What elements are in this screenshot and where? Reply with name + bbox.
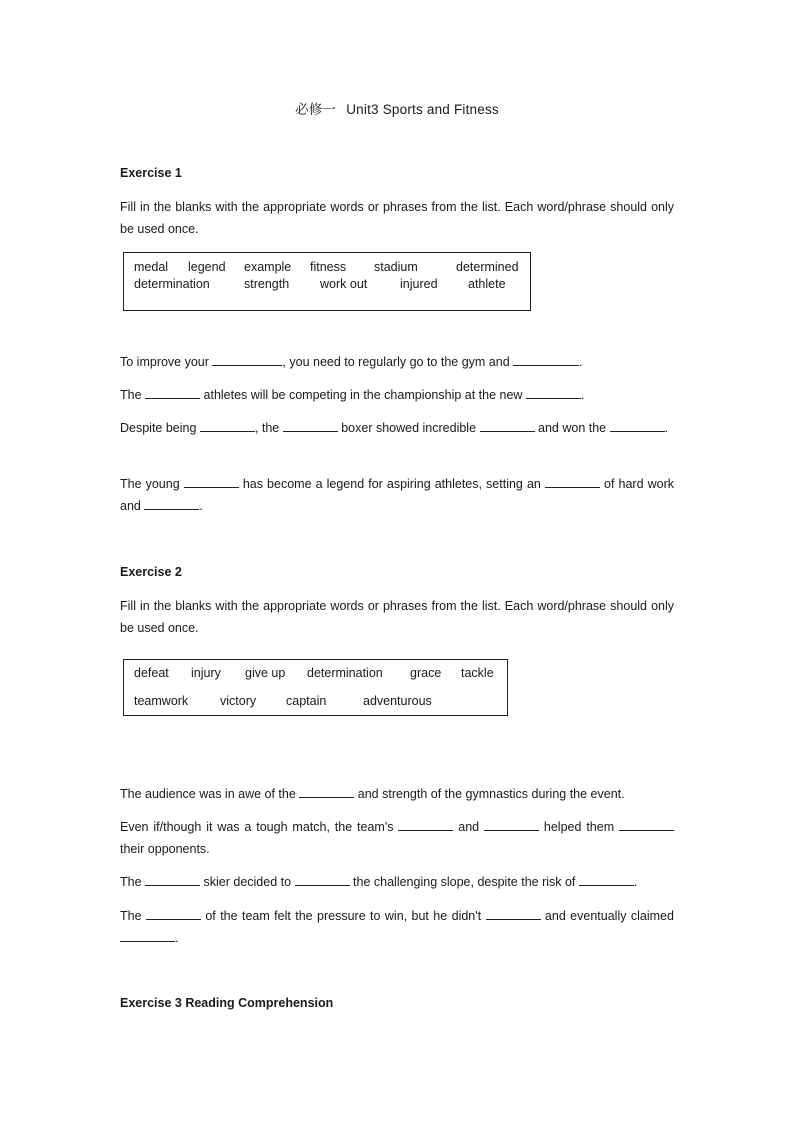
answer-blank[interactable] xyxy=(120,929,175,942)
answer-blank[interactable] xyxy=(146,907,201,920)
word-item: defeat xyxy=(134,666,169,680)
word-item: teamwork xyxy=(134,694,189,708)
exercise2-question-2: Even if/though it was a tough match, the team's and helped them their opponents. xyxy=(120,816,674,860)
answer-blank[interactable] xyxy=(480,419,535,432)
word-item: determination xyxy=(134,277,210,291)
answer-blank[interactable] xyxy=(299,785,354,798)
word-box-row-1 xyxy=(134,666,494,680)
exercise2-question-4: The of the team felt the pressure to win, but he didn't and eventually claimed . xyxy=(120,909,674,945)
answer-blank[interactable] xyxy=(484,818,539,831)
answer-blank[interactable] xyxy=(619,818,674,831)
word-item: injury xyxy=(191,666,221,680)
word-item: work out xyxy=(320,277,368,291)
exercise3-heading: Exercise 3 Reading Comprehension xyxy=(120,996,334,1010)
word-item: athlete xyxy=(468,277,506,291)
answer-blank[interactable] xyxy=(545,475,600,488)
word-item: stadium xyxy=(374,260,418,274)
word-item: victory xyxy=(220,694,257,708)
word-item: injured xyxy=(400,277,438,291)
title-chinese: 必修一 xyxy=(295,102,337,118)
exercise1-heading: Exercise 1 xyxy=(120,166,182,180)
word-item: adventurous xyxy=(363,694,432,708)
page-title xyxy=(0,98,794,118)
exercise2-question-3: The skier decided to the challenging slope, despite the risk of . xyxy=(120,875,638,889)
answer-blank[interactable] xyxy=(144,497,199,510)
answer-blank[interactable] xyxy=(145,386,200,399)
exercise1-question-4: The young has become a legend for aspiring athletes, setting an of hard work and . xyxy=(120,477,674,513)
word-item: determined xyxy=(456,260,519,274)
answer-blank[interactable] xyxy=(398,818,453,831)
word-box-row-2 xyxy=(134,277,506,291)
answer-blank[interactable] xyxy=(526,386,581,399)
word-item: medal xyxy=(134,260,169,274)
word-item: captain xyxy=(286,694,327,708)
exercise2-question-1: The audience was in awe of the and strength of the gymnastics during the event. xyxy=(120,787,625,801)
word-item: tackle xyxy=(461,666,494,680)
word-item: legend xyxy=(188,260,226,274)
answer-blank[interactable] xyxy=(212,353,282,366)
exercise1-question-1: To improve your , you need to regularly go to the gym and . xyxy=(120,355,583,369)
word-item: grace xyxy=(410,666,442,680)
word-box-row-1 xyxy=(134,260,519,274)
word-item: fitness xyxy=(310,260,347,274)
answer-blank[interactable] xyxy=(295,873,350,886)
exercise1-question-2: The athletes will be competing in the championship at the new . xyxy=(120,388,585,402)
answer-blank[interactable] xyxy=(283,419,338,432)
exercise1-instruction: Fill in the blanks with the appropriate words or phrases from the list. Each word/phrase should only be used once. xyxy=(120,200,674,236)
word-item: example xyxy=(244,260,292,274)
answer-blank[interactable] xyxy=(513,353,579,366)
exercise2-instruction: Fill in the blanks with the appropriate words or phrases from the list. Each word/phrase should only be used once. xyxy=(120,599,674,635)
answer-blank[interactable] xyxy=(486,907,541,920)
exercise1-question-3: Despite being , the boxer showed incredible and won the . xyxy=(120,421,669,435)
answer-blank[interactable] xyxy=(184,475,239,488)
exercise2-heading: Exercise 2 xyxy=(120,565,182,579)
exercise1-word-box xyxy=(123,252,531,311)
answer-blank[interactable] xyxy=(579,873,634,886)
word-box-row-2 xyxy=(134,694,432,708)
word-item: give up xyxy=(245,666,286,680)
title-english: Unit3 Sports and Fitness xyxy=(346,102,499,117)
answer-blank[interactable] xyxy=(200,419,255,432)
word-item: strength xyxy=(244,277,290,291)
exercise2-word-box xyxy=(123,659,508,716)
answer-blank[interactable] xyxy=(145,873,200,886)
answer-blank[interactable] xyxy=(610,419,665,432)
word-item: determination xyxy=(307,666,383,680)
